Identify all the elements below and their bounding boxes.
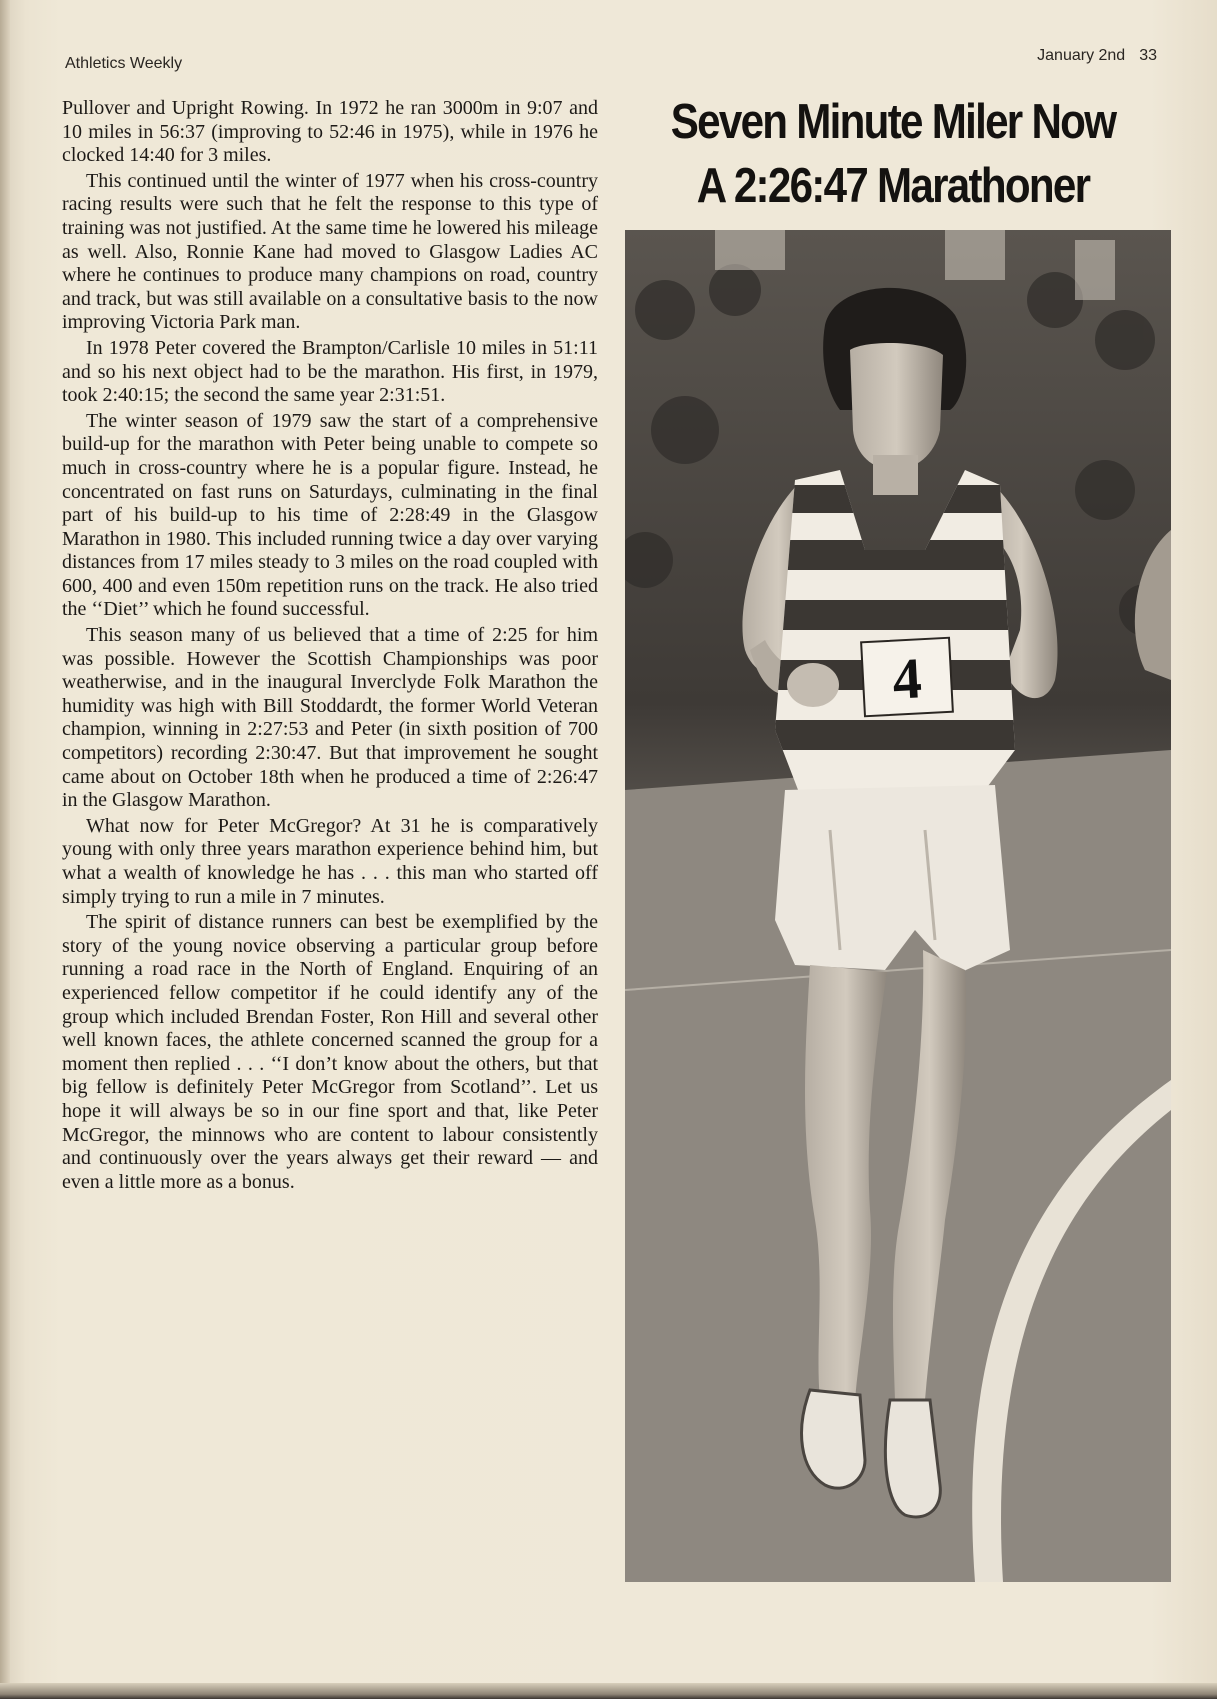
issue-date: January 2nd <box>1037 47 1126 64</box>
article-headline <box>644 90 1143 218</box>
page-binding-edge <box>0 0 10 1699</box>
article-paragraph: This continued until the winter of 1977 when his cross-country racing results were such that he felt the response to this type of training was not justified. At the same time he lowered his mileage as well. Also, Ronnie Kane had moved to Glasgow Ladies AC where he continues to produce many champions on road, country and track, but was still available on a consultative basis to the now improving Victoria Park man. <box>62 169 598 334</box>
article-paragraph: In 1978 Peter covered the Brampton/Carlisle 10 miles in 51:11 and so his next object had to be the marathon. His first, in 1979, took 2:40:15; the second the same year 2:31:51. <box>62 336 598 407</box>
publication-name: Athletics Weekly <box>65 55 183 72</box>
runner-photo-illustration <box>625 230 1171 1582</box>
page-number: 33 <box>1139 47 1157 64</box>
article-paragraph: What now for Peter McGregor? At 31 he is comparatively young with only three years marathon experience behind him, but what a wealth of knowledge he has . . . this man who started off simply trying to run a mile in 7 minutes. <box>62 814 598 908</box>
headline-line-1: Seven Minute Miler Now <box>670 95 1116 149</box>
page-header-right <box>1037 47 1157 65</box>
race-bib-number: 4 <box>890 645 924 712</box>
article-paragraph: Pullover and Upright Rowing. In 1972 he ran 3000m in 9:07 and 10 miles in 56:37 (improving to 52:46 in 1975), while in 1976 he clocked 14:40 for 3 miles. <box>62 97 598 167</box>
article-body <box>62 97 598 1196</box>
page-bottom-edge <box>0 1683 1217 1699</box>
article-paragraph: The winter season of 1979 saw the start of a comprehensive build-up for the marathon with Peter being unable to compete so much in cross-country where he is a popular figure. Instead, he concentrated on fast runs on Saturdays, culminating in the final part of his build-up to his time of 2:28:49 in the Glasgow Marathon in 1980. This included running twice a day over varying distances from 17 miles steady to 3 miles on the road coupled with 600, 400 and even 150m repetition runs on the track. He also tried the ‘‘Diet’’ which he found successful. <box>62 409 598 621</box>
runner-photo <box>625 230 1171 1582</box>
headline-line-2: A 2:26:47 Marathoner <box>696 159 1090 213</box>
article-paragraph: The spirit of distance runners can best be exemplified by the story of the young novice observing a particular group before running a road race in the North of England. Enquiring of an experienced fellow competitor if he could identify any of the group which included Brendan Foster, Ron Hill and several other well known faces, the athlete concerned scanned the group for a moment then replied . . . ‘‘I don’t know about the others, but that big fellow is definitely Peter McGregor from Scotland’’. Let us hope it will always be so in our fine sport and that, like Peter McGregor, the minnows who are content to labour consistently and continuously over the years always get their reward — and even a little more as a bonus. <box>62 911 598 1193</box>
article-paragraph: This season many of us believed that a time of 2:25 for him was possible. However the Scottish Championships was poor weatherwise, and in the inaugural Inverclyde Folk Marathon the humidity was high with Bill Stoddardt, the former World Veteran champion, winning in 2:27:53 and Peter (in sixth position of 700 competitors) recording 2:30:47. But that improvement he sought came about on October 18th when he produced a time of 2:26:47 in the Glasgow Marathon. <box>62 624 598 812</box>
